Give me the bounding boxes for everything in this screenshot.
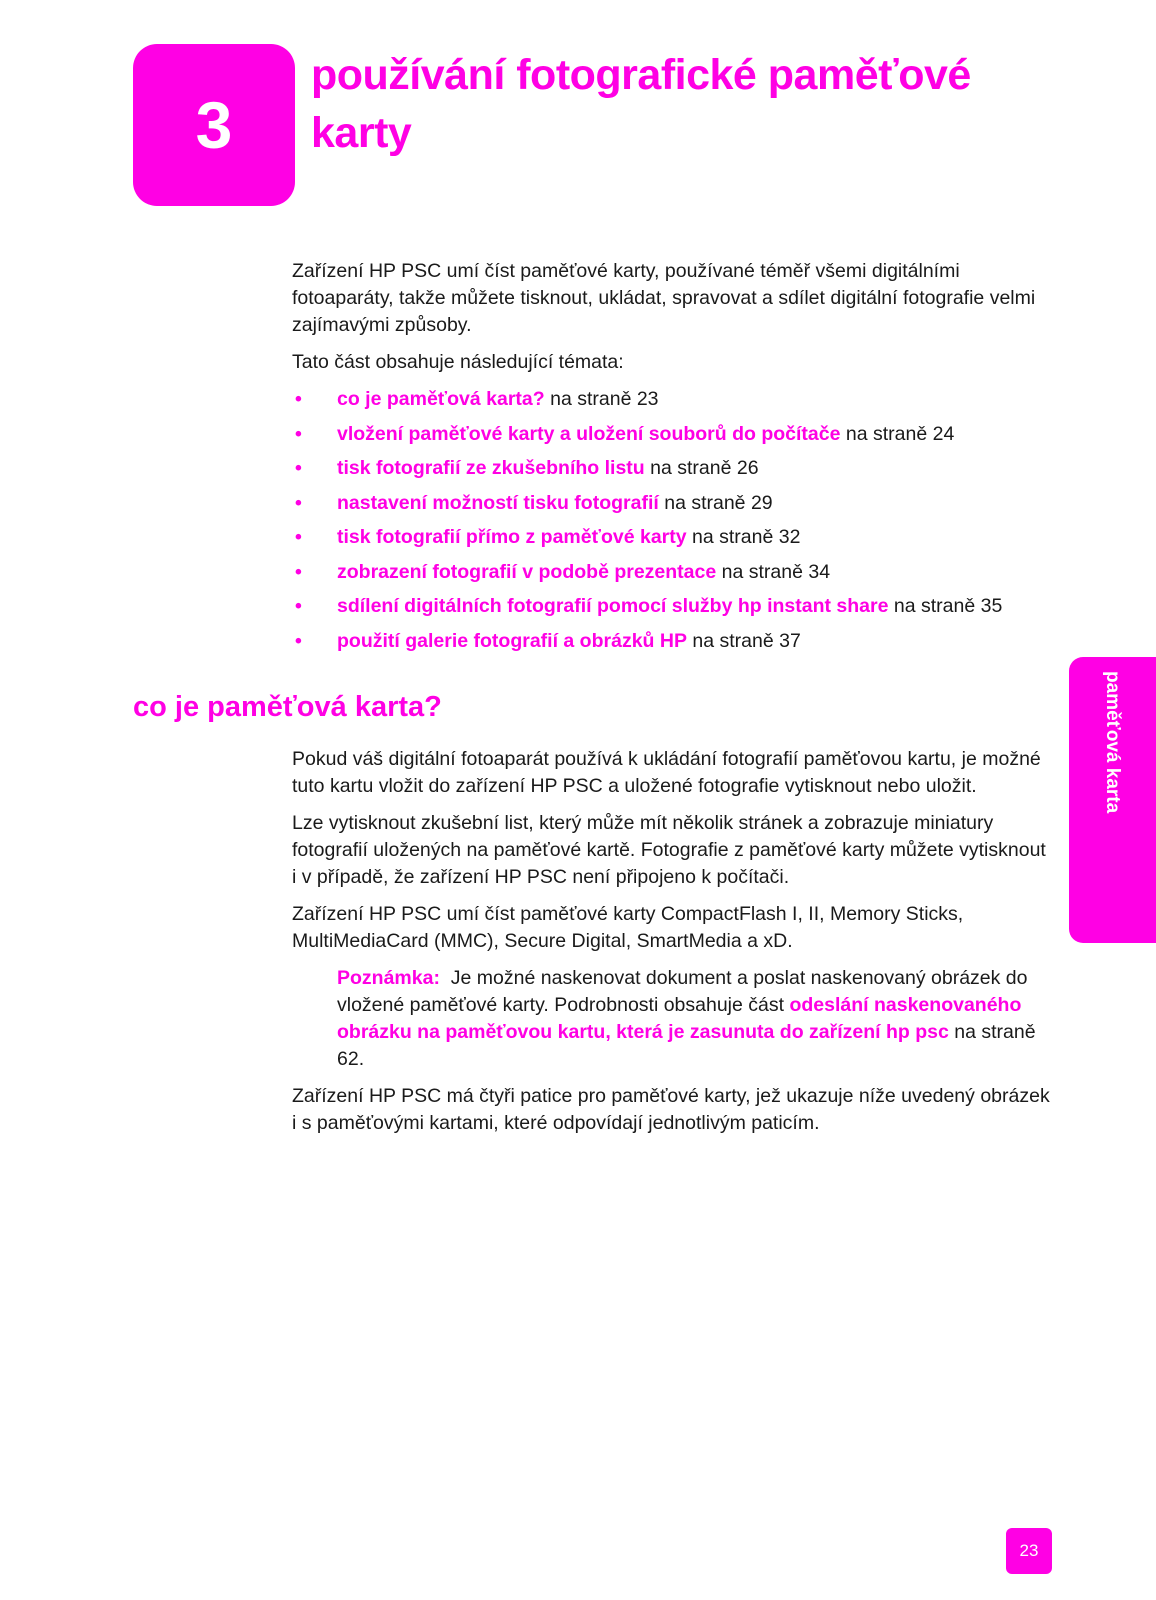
bullet: • <box>295 491 302 514</box>
note-label: Poznámka: <box>337 967 440 989</box>
note-paragraph <box>292 965 1052 1073</box>
chapter-title: používání fotografické paměťové karty <box>311 51 971 157</box>
bullet: • <box>295 629 302 652</box>
topic-page: na straně 37 <box>692 629 801 652</box>
topic-page: na straně 24 <box>845 422 955 445</box>
page-number <box>1006 1528 1052 1574</box>
topic-page: na straně 34 <box>721 560 831 583</box>
bullet: • <box>295 422 302 445</box>
topics-list <box>292 386 1052 662</box>
note-page: na straně 62. <box>337 1021 1036 1070</box>
page-number-text: 23 <box>1019 1541 1039 1560</box>
note-text: Je možné naskenovat dokument a poslat naskenovaný obrázek do vložené paměťové karty. Podrobnosti obsahuje část <box>337 967 1028 1016</box>
section-body <box>292 746 1052 1147</box>
section-paragraph: Lze vytisknout zkušební list, který může mít několik stránek a zobrazuje miniatury fotografií uložených na paměťové kartě. Fotografie z paměťové karty můžete vytisknout i v případě, že zařízení HP PSC není připojeno k počítači. <box>292 812 1046 888</box>
topic-link[interactable]: nastavení možností tisku fotografií <box>337 491 659 514</box>
bullet: • <box>295 526 302 548</box>
list-item <box>292 524 1052 559</box>
topic-page: na straně 23 <box>550 388 659 410</box>
side-tab-label: paměťová karta <box>1102 671 1123 814</box>
bullet: • <box>295 560 302 583</box>
topic-link[interactable]: tisk fotografií ze zkušebního listu <box>337 457 645 479</box>
intro-paragraph: Zařízení HP PSC umí číst paměťové karty, používané téměř všemi digitálními fotoaparáty, takže můžete tisknout, ukládat, spravovat a sdílet digitální fotografie velmi zajímavými způsoby. <box>292 260 1036 336</box>
section-paragraph: Zařízení HP PSC má čtyři patice pro paměťové karty, jež ukazuje níže uvedený obrázek i s paměťovými kartami, které odpovídají jednotlivým paticím. <box>292 1085 1050 1134</box>
list-item <box>292 490 1052 525</box>
topics-lead: Tato část obsahuje následující témata: <box>292 351 624 373</box>
topic-link[interactable]: co je paměťová karta? <box>337 388 545 410</box>
topic-page: na straně 26 <box>650 457 759 479</box>
side-tab <box>1069 657 1156 943</box>
chapter-number: 3 <box>195 88 233 162</box>
topic-link[interactable]: použití galerie fotografií a obrázků HP <box>337 629 687 652</box>
intro-section <box>292 258 1052 662</box>
section-paragraph: Pokud váš digitální fotoaparát používá k ukládání fotografií paměťovou kartu, je možné tuto kartu vložit do zařízení HP PSC a uložené fotografie vytisknout nebo uložit. <box>292 748 1041 797</box>
topic-link[interactable]: sdílení digitálních fotografií pomocí služby hp instant share <box>337 595 889 617</box>
list-item <box>292 455 1052 490</box>
topic-link[interactable]: vložení paměťové karty a uložení souborů do počítače <box>337 422 841 445</box>
bullet: • <box>295 388 302 410</box>
section-paragraph: Zařízení HP PSC umí číst paměťové karty CompactFlash I, II, Memory Sticks, MultiMediaCard (MMC), Secure Digital, SmartMedia a xD. <box>292 903 964 952</box>
list-item <box>292 559 1052 594</box>
topic-page: na straně 35 <box>893 595 1003 617</box>
topic-page: na straně 29 <box>664 491 773 514</box>
list-item <box>292 421 1052 456</box>
topic-link[interactable]: tisk fotografií přímo z paměťové karty <box>337 526 687 548</box>
bullet: • <box>295 595 302 617</box>
topic-link[interactable]: zobrazení fotografií v podobě prezentace <box>337 560 717 583</box>
list-item <box>292 593 1052 628</box>
topic-page: na straně 32 <box>692 526 801 548</box>
section-heading: co je paměťová karta? <box>133 691 442 723</box>
list-item <box>292 386 1052 421</box>
list-item <box>292 628 1052 663</box>
note-link[interactable]: odeslání naskenovaného obrázku na paměťovou kartu, která je zasunuta do zařízení hp psc <box>337 994 1022 1043</box>
bullet: • <box>295 457 302 479</box>
chapter-number-box <box>133 44 295 206</box>
